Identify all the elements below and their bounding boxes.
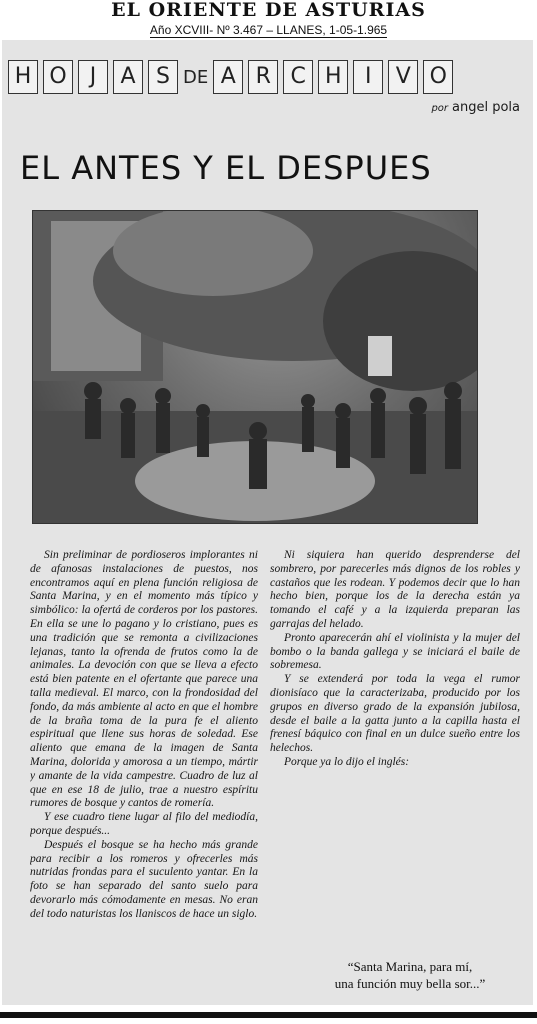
banner-letter: I (353, 60, 383, 94)
banner-letter: A (113, 60, 143, 94)
byline-author: angel pola (452, 100, 520, 115)
issue-text: Año XCVIII- Nº 3.467 – LLANES, 1-05-1.965 (149, 23, 388, 37)
paragraph: Ni siquiera han querido desprenderse del sombrero, por parecerles más dignos de los robles y castaños que les rodean. Y podemos decir que lo han hecho bien, porque los de la derecha están ya tomando el café y a la izquierda preparan las garrajas del helado. (270, 549, 520, 630)
banner-letter: O (423, 60, 453, 94)
byline (380, 100, 520, 118)
banner-letter: J (78, 60, 108, 94)
photo-crowd-illustration (33, 211, 477, 523)
banner-letter: C (283, 60, 313, 94)
paragraph: Porque ya lo dijo el inglés: (284, 755, 410, 768)
quote-line: “Santa Marina, para mí, (347, 959, 473, 974)
banner-letter: V (388, 60, 418, 94)
section-banner (8, 52, 522, 102)
paragraph: Después el bosque se ha hecho más grande para recibir a los romeros y ofrecerles más nutridas frondas para el suculento yantar. En la foto se han separado del santo suelo para devorarlo más cómodamente en mesas. No eran del todo naturistas los llaniscos de hace un siglo. (30, 838, 258, 920)
banner-letter: R (248, 60, 278, 94)
banner-letter: H (318, 60, 348, 94)
article-column-right (270, 549, 520, 999)
banner-letter: S (148, 60, 178, 94)
banner-de: DE (183, 66, 209, 88)
paragraph: Sin preliminar de pordioseros implorantes ni de afanosas instalaciones de puestos, nos encontramos aquí en plena función religiosa de Santa Marina, y en el momento más típico y simbólico: la ofertá de corderos por los pastores. En ella se une lo pagano y lo cristiano, pues es una tradición que se remonta a civilizaciones lejanas, tanto la ofrenda de frutos como la de animales. La devoción con que se lleva a efecto está bien patente en el ofertante que parece una talla medieval. El marco, con la frondosidad del fondo, da más ambiente al acto en que el hombre de la braña toma de la pura fe el aliento espiritual que llene sus horas de soledad. Ese aliento que emana de la imagen de Santa Marina, dolorida y amorosa a un tiempo, mártir y amante de la vida campestre. Cuadro de luz al que en ese 18 de julio, trae a nuestro espíritu rumores de bosque y cantos de romería. (30, 549, 258, 810)
paragraph: Y ese cuadro tiene lugar al filo del mediodía, porque después... (30, 811, 258, 837)
newspaper-masthead: EL ORIENTE DE ASTURIAS (111, 0, 426, 21)
banner-letter: H (8, 60, 38, 94)
paragraph: Y se extenderá por toda la vega el rumor dionisíaco que la caracterizaba, producido por los grupos en diverso grado de la expansión jubilosa, desde el baile a la gatta junto a la capilla hasta el frenesí báquico con final en un dulce sueño entre los helechos. (270, 673, 520, 755)
paragraph: Pronto aparecerán ahí el violinista y la mujer del bombo o la banda gallega y se iniciará el baile de sobremesa. (270, 631, 520, 672)
bottom-rule (0, 1012, 537, 1018)
article-headline: EL ANTES Y EL DESPUES (20, 149, 432, 187)
article-column-left (30, 549, 258, 999)
closing-quote (300, 958, 520, 1000)
quote-line: una función muy bella sor...” (334, 976, 486, 991)
banner-letter: A (213, 60, 243, 94)
issue-line (0, 22, 537, 38)
byline-por: por (431, 103, 449, 114)
article-photo (32, 210, 478, 524)
banner-letter: O (43, 60, 73, 94)
